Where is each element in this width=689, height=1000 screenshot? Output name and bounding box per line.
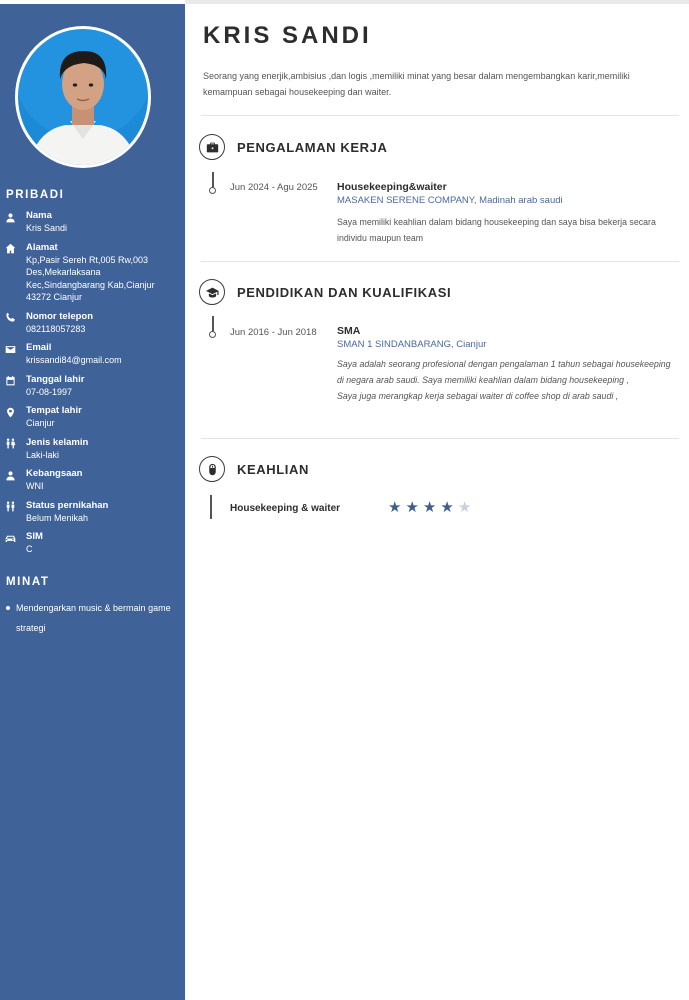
info-value: Kp,Pasir Sereh Rt,005 Rw,003 Des,Mekarlaksana Kec,Sindangbarang Kab,Cianjur 43272 Cianjur — [26, 254, 155, 302]
info-value: 082118057283 — [26, 323, 86, 334]
profile-summary: Seorang yang enerjik,ambisius ,dan logis ,memiliki minat yang besar dalam mengembangkan karir,memiliki kemampuan sebagai housekeeping dan waiter. — [203, 71, 630, 97]
skill-name: Housekeeping & waiter — [230, 503, 341, 514]
info-item — [4, 531, 182, 556]
minat-list — [6, 598, 176, 638]
info-item — [4, 242, 182, 304]
education-description: Saya adalah seorang profesional dengan pengalaman 1 tahun sebagai housekeeping di negara arab saudi. Saya memiliki keahlian dalam bidang housekeeping , — [337, 359, 671, 385]
gender-icon — [4, 438, 16, 450]
person-icon — [4, 469, 16, 481]
info-item — [4, 500, 182, 525]
info-label: Nama — [26, 210, 52, 221]
calendar-icon — [4, 375, 16, 387]
education-section-header — [199, 278, 451, 306]
divider — [201, 115, 679, 116]
info-item — [4, 311, 182, 336]
couple-icon — [4, 501, 16, 513]
car-icon — [4, 532, 16, 544]
info-value: 07-08-1997 — [26, 386, 73, 397]
star-filled-icon: ★ — [440, 499, 454, 516]
briefcase-icon — [199, 134, 225, 160]
divider — [201, 438, 679, 439]
education-date: Jun 2016 - Jun 2018 — [230, 327, 317, 338]
info-item — [4, 342, 182, 367]
info-label: Alamat — [26, 241, 58, 253]
location-pin-icon — [4, 406, 16, 418]
timeline-line — [210, 495, 212, 519]
info-value: Kris Sandi — [26, 223, 68, 233]
info-label: Tempat lahir — [26, 405, 82, 416]
star-filled-icon: ★ — [388, 499, 402, 516]
person-icon — [4, 211, 16, 223]
info-item — [4, 437, 182, 462]
minat-heading: MINAT — [6, 576, 50, 588]
experience-description: Saya memiliki keahlian dalam bidang housekeeping dan saya bisa bekerja secara individu maupun team — [337, 217, 656, 243]
info-item — [4, 468, 182, 493]
pribadi-heading: PRIBADI — [6, 189, 65, 201]
page-title: KRIS SANDI — [203, 22, 372, 49]
star-filled-icon: ★ — [422, 499, 437, 516]
experience-entry — [337, 180, 672, 246]
experience-section-title: PENGALAMAN KERJA — [237, 139, 388, 155]
mail-icon — [4, 343, 16, 355]
education-description-2: Saya juga merangkap kerja sebagai waiter di coffee shop di arab saudi , — [337, 391, 619, 401]
personal-info-list — [4, 210, 182, 563]
info-label: SIM — [26, 531, 43, 542]
star-empty-icon: ★ — [457, 499, 472, 516]
divider — [201, 261, 679, 262]
graduation-cap-icon — [199, 279, 225, 305]
skills-section-header — [199, 455, 309, 483]
info-value: krissandi84@gmail.com — [26, 355, 122, 365]
skill-rating — [388, 499, 475, 517]
profile-photo — [15, 26, 151, 168]
experience-company: MASAKEN SERENE COMPANY, Madinah arab saudi — [337, 195, 563, 206]
info-value: C — [26, 544, 33, 554]
info-value: WNI — [26, 481, 44, 491]
info-item — [4, 210, 182, 235]
info-label: Tanggal lahir — [26, 373, 85, 385]
education-section-title: PENDIDIKAN DAN KUALIFIKASI — [237, 284, 452, 300]
info-item — [4, 405, 182, 430]
sidebar — [0, 4, 185, 1000]
list-item: Mendengarkan music & bermain game strategi — [6, 598, 176, 638]
education-degree: SMA — [337, 325, 361, 337]
info-value: Belum Menikah — [26, 512, 89, 523]
profile-photo-image — [18, 29, 148, 165]
home-icon — [4, 243, 16, 255]
info-value: Cianjur — [26, 418, 55, 428]
info-label: Email — [26, 342, 52, 353]
info-item — [4, 374, 182, 399]
phone-icon — [4, 312, 16, 324]
experience-section-header — [199, 133, 387, 161]
education-entry — [337, 324, 672, 404]
main-content — [185, 4, 689, 1000]
timeline-dot — [209, 187, 216, 194]
skills-section-title: KEAHLIAN — [237, 461, 309, 477]
education-school: SMAN 1 SINDANBARANG, Cianjur — [337, 339, 487, 350]
star-filled-icon: ★ — [405, 499, 419, 516]
experience-date: Jun 2024 - Agu 2025 — [230, 182, 318, 193]
info-label: Jenis kelamin — [26, 436, 89, 448]
info-label: Status pernikahan — [26, 499, 109, 511]
info-value: Laki-laki — [26, 449, 60, 460]
timeline-dot — [209, 331, 216, 338]
experience-role: Housekeeping&waiter — [337, 181, 447, 193]
info-label: Nomor telepon — [26, 310, 94, 322]
info-label: Kebangsaan — [26, 468, 83, 479]
mouse-icon — [199, 456, 225, 482]
